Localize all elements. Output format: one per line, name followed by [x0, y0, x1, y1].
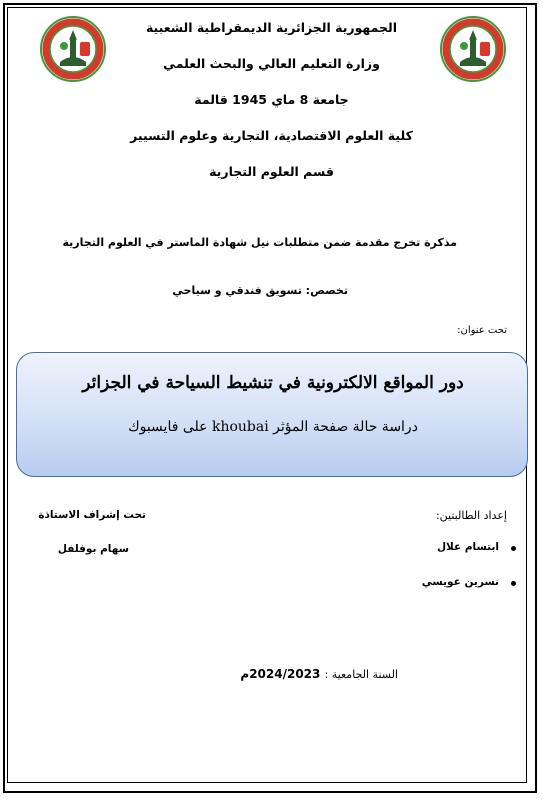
students-label: إعداد الطالبتين:	[435, 509, 507, 522]
supervisor-label: تحت إشراف الاستاذة	[38, 509, 146, 521]
thesis-purpose: مذكرة تخرج مقدمة ضمن متطلبات نيل شهادة الماستر في العلوم التجارية	[62, 236, 457, 249]
under-title-label: تحت عنوان:	[457, 325, 507, 336]
bullet-icon	[511, 546, 516, 551]
thesis-title: دور المواقع الالكترونية في تنشيط السياحة في الجزائر	[82, 373, 464, 393]
supervisor-name: سهام بوفلفل	[57, 543, 129, 555]
student-name: ابتسام علال	[436, 541, 499, 553]
republic-name: الجمهورية الجزائرية الديمقراطية الشعبية	[145, 20, 398, 35]
faculty-name: كلية العلوم الاقتصادية، التجارية وعلوم التسيير	[130, 128, 413, 143]
thesis-title-box	[16, 352, 528, 477]
department-name: قسم العلوم التجارية	[209, 164, 334, 179]
specialization: تخصص: تسويق فندقي و سياحي	[172, 284, 348, 297]
student-name: نسرين عويسي	[421, 576, 499, 588]
academic-year-value: 2024/2023م	[240, 667, 321, 681]
thesis-subtitle: دراسة حالة صفحة المؤثر khoubai على فايسبوك	[128, 419, 418, 435]
academic-year	[240, 667, 398, 681]
university-name: جامعة 8 ماي 1945 قالمة	[194, 92, 349, 107]
bullet-icon	[511, 581, 516, 586]
ministry-name: وزارة التعليم العالي والبحث العلمي	[163, 56, 380, 71]
academic-year-label: السنة الجامعية :	[324, 668, 398, 681]
